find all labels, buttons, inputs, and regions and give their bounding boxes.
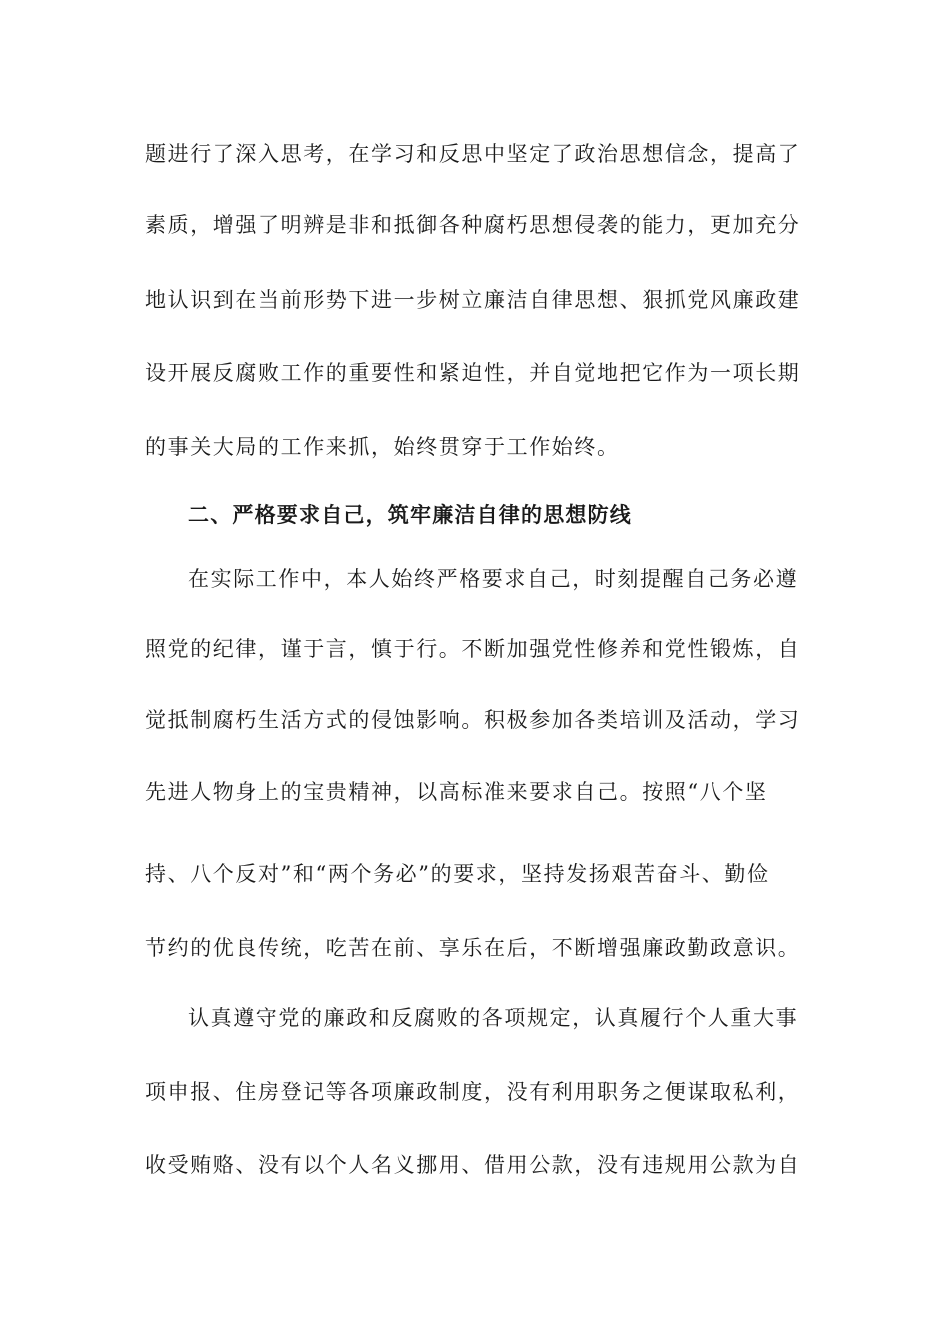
paragraph-line: 照党的纪律，谨于言，慎于行。不断加强党性修养和党性锻炼，自	[145, 637, 801, 661]
paragraph-line: 设开展反腐败工作的重要性和紧迫性，并自觉地把它作为一项长期	[145, 361, 801, 385]
paragraph-line: 在实际工作中，本人始终严格要求自己，时刻提醒自己务必遵	[188, 567, 799, 591]
paragraph-line: 项申报、住房登记等各项廉政制度，没有利用职务之便谋取私利，	[145, 1080, 801, 1104]
paragraph-line: 素质，增强了明辨是非和抵御各种腐朽思想侵袭的能力，更加充分	[145, 213, 801, 237]
paragraph-line: 收受贿赂、没有以个人名义挪用、借用公款，没有违规用公款为自	[145, 1153, 801, 1177]
paragraph-line: 节约的优良传统，吃苦在前、享乐在后，不断增强廉政勤政意识。	[145, 936, 801, 960]
section-heading: 二、严格要求自己，筑牢廉洁自律的思想防线	[188, 503, 632, 527]
paragraph-line: 持、八个反对”和“两个务必”的要求，坚持发扬艰苦奋斗、勤俭	[145, 862, 770, 886]
paragraph-line: 题进行了深入思考，在学习和反思中坚定了政治思想信念，提高了	[145, 142, 801, 166]
paragraph-line: 地认识到在当前形势下进一步树立廉洁自律思想、狠抓党风廉政建	[145, 288, 801, 312]
paragraph-line: 觉抵制腐朽生活方式的侵蚀影响。积极参加各类培训及活动，学习	[145, 708, 801, 732]
paragraph-line: 先进人物身上的宝贵精神，以高标准来要求自己。按照“八个坚	[145, 780, 768, 804]
paragraph-line: 的事关大局的工作来抓，始终贯穿于工作始终。	[145, 435, 620, 459]
paragraph-line: 认真遵守党的廉政和反腐败的各项规定，认真履行个人重大事	[188, 1006, 799, 1030]
